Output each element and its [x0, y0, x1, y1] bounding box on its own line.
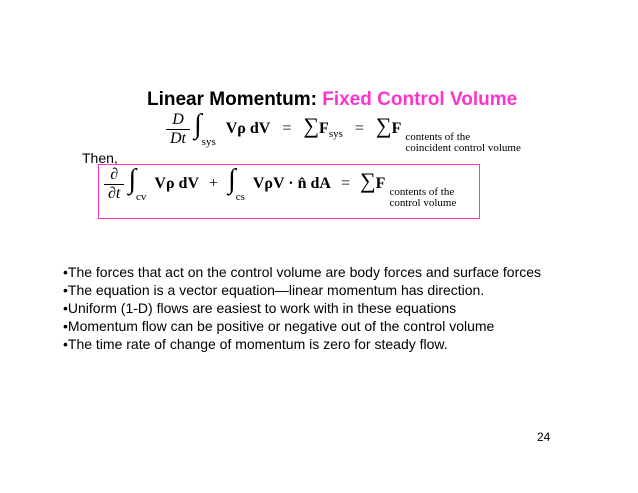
- eq2-sub-line1: contents of the: [389, 186, 455, 198]
- eq1-sub-line1: contents of the: [405, 131, 471, 143]
- eq1-f-sys-sub: sys: [328, 128, 343, 141]
- eq2-integral-2: ∫: [228, 164, 236, 196]
- eq2-plus: +: [209, 175, 219, 193]
- eq1-equals-2: =: [354, 120, 364, 138]
- eq1-frac-num: D: [166, 111, 190, 130]
- eq1-integral-sub: sys: [201, 136, 216, 149]
- bullet-item: •Momentum flow can be positive or negative out of the control volume: [63, 318, 495, 334]
- equation-system: [166, 109, 521, 154]
- eq1-frac-den: Dt: [170, 130, 186, 147]
- bullet-list: [63, 263, 541, 353]
- bullet-item: •The forces that act on the control volume are body forces and surface forces: [63, 264, 542, 280]
- eq2-sum-sign: ∑: [359, 168, 376, 194]
- eq2-integral-1: ∫: [128, 164, 137, 196]
- eq2-term2: VρV · n̂ dA: [252, 175, 331, 193]
- page-number: 24: [537, 430, 551, 444]
- eq2-int2-sub: cs: [235, 191, 245, 204]
- eq1-integral-sign: ∫: [194, 109, 202, 141]
- eq2-sub-line2: control volume: [389, 197, 457, 209]
- eq2-term1: Vρ dV: [154, 175, 199, 193]
- eq2-f: F: [375, 175, 386, 193]
- eq2-equals: =: [340, 175, 350, 193]
- eq1-f-sys: F: [319, 120, 329, 138]
- title-prefix: Linear Momentum:: [147, 89, 323, 110]
- title-accent: Fixed Control Volume: [322, 89, 518, 110]
- eq1-sub-line2: coincident control volume: [405, 142, 521, 154]
- eq2-frac-den: ∂t: [108, 185, 121, 202]
- slide-title: [147, 89, 517, 111]
- bullet-item: •The time rate of change of momentum is zero for steady flow.: [63, 336, 448, 352]
- then-label: Then,: [82, 150, 118, 166]
- bullet-item: •Uniform (1-D) flows are easiest to work with in these equations: [63, 300, 457, 316]
- eq2-frac-num: ∂: [104, 166, 124, 185]
- eq2-int1-sub: cv: [136, 191, 147, 204]
- eq1-f-contents-sub: [405, 132, 520, 154]
- eq2-fraction: [104, 166, 124, 203]
- eq1-equals: =: [282, 120, 292, 138]
- eq1-fraction: [166, 111, 190, 148]
- eq1-f-contents: F: [391, 120, 402, 138]
- equation-control-volume: [104, 164, 457, 209]
- bullet-item: •The equation is a vector equation—linear momentum has direction.: [63, 282, 485, 298]
- eq1-body: Vρ dV: [225, 120, 271, 138]
- eq2-f-sub: [389, 187, 456, 209]
- eq1-sum-sign: ∑: [303, 113, 320, 139]
- eq1-sum-sign-2: ∑: [375, 113, 392, 139]
